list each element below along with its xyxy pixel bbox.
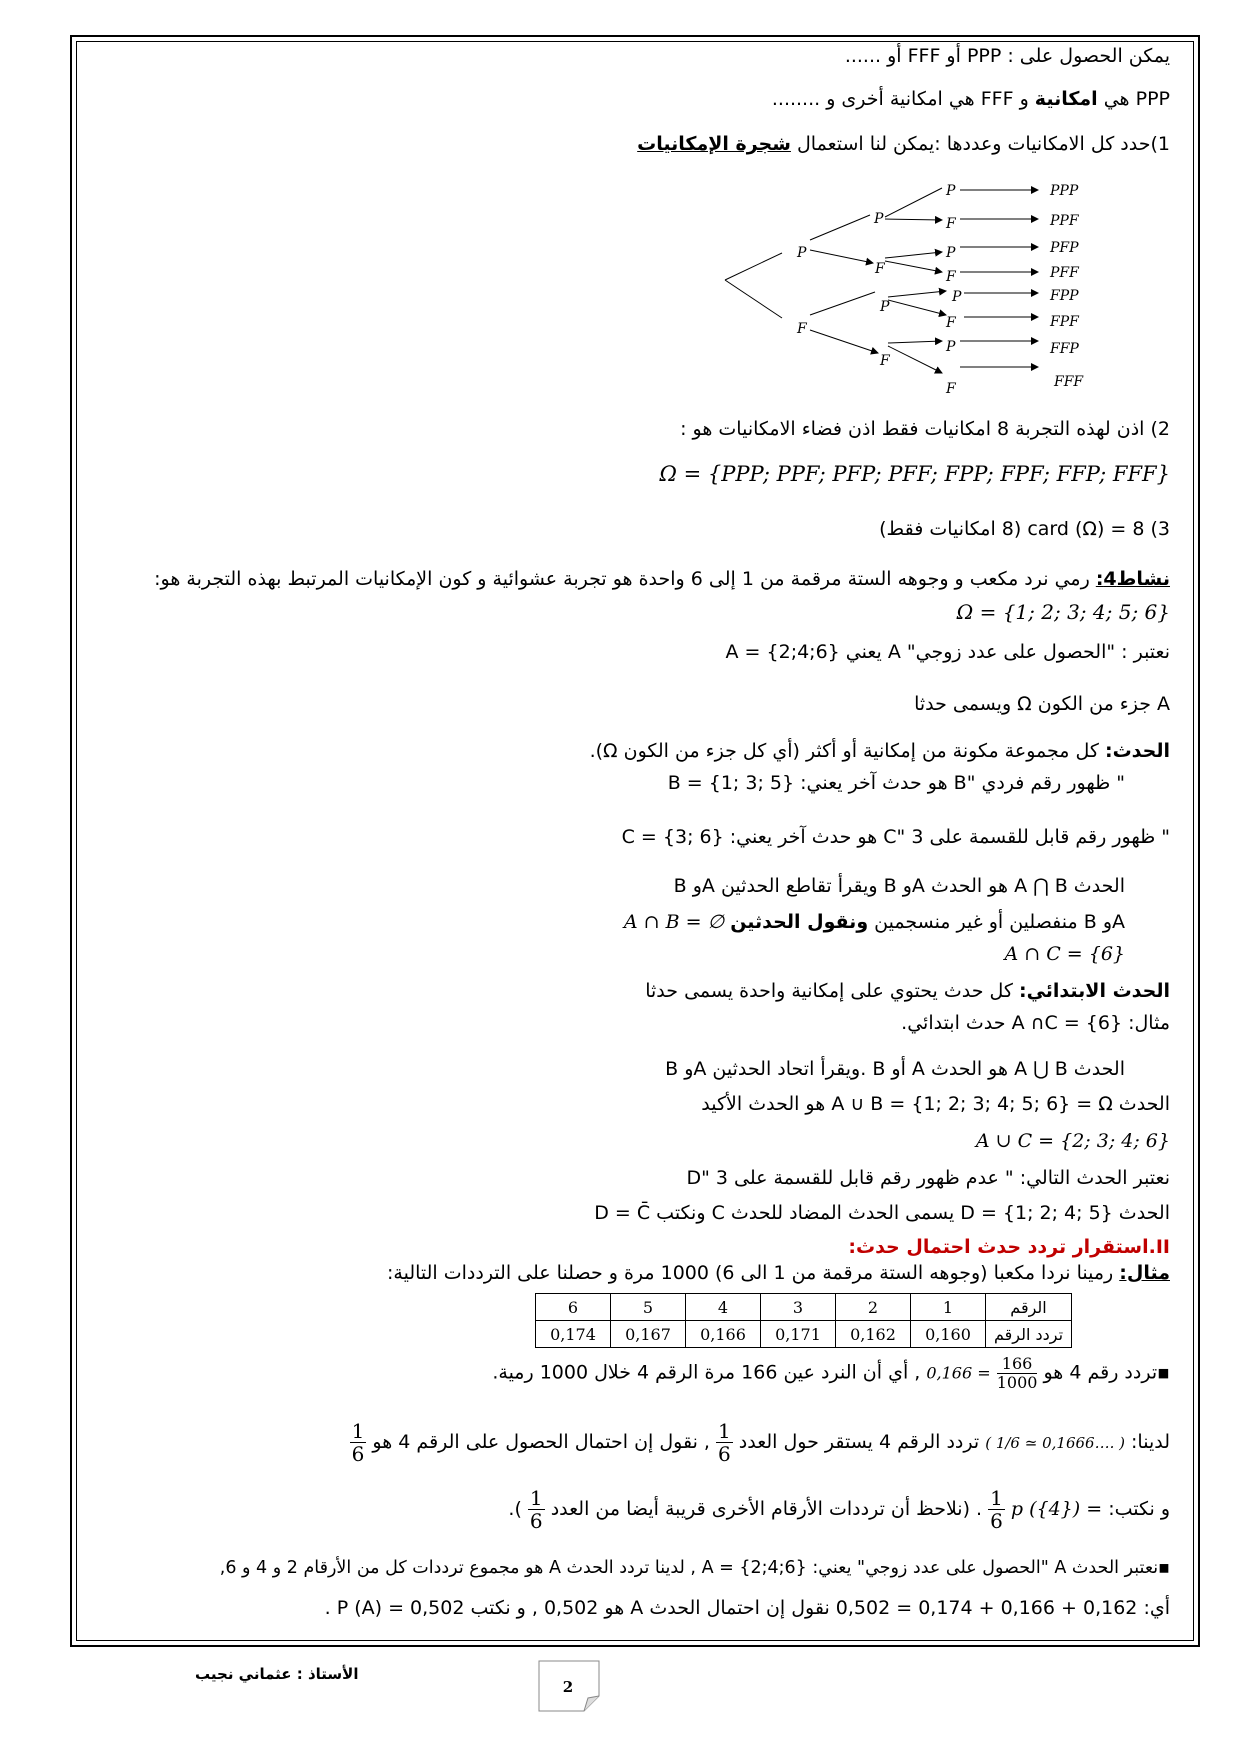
event-def-text: كل مجموعة مكونة من إمكانية أو أكثر (أي كل جزء من الكون Ω). [589, 740, 1099, 762]
tree-node-l3: F [946, 269, 956, 285]
page-number-box [538, 1660, 600, 1712]
union-line-3: A ∪ C = {2; 3; 4; 6} [975, 1130, 1170, 1152]
table-cell: 0,166 [686, 1321, 761, 1348]
bullet-5: أي: 0,162 + 0,166 + 0,174 = 0,502 نقول إن احتمال الحدث A هو 0,502 , و نكتب P (A) = 0,502 . [324, 1597, 1170, 1619]
bullet-3-c: ). [508, 1498, 522, 1520]
tree-branch [888, 341, 942, 343]
question-1-text: 1)حدد كل الامكانيات وعددها :يمكن لنا استعمال [796, 133, 1170, 155]
disjoint-formula: A ∩ B = ∅ [623, 911, 725, 933]
tree-node-l2: P [874, 211, 884, 227]
tree-branch [885, 219, 942, 220]
die-sample-space: Ω = {1; 2; 3; 4; 5; 6} [956, 600, 1170, 624]
tree-node-l2: F [875, 261, 885, 277]
tree-node-l1: P [797, 245, 807, 261]
event-b-line: " ظهور رقم فردي "B هو حدث آخر يعني: B = {1; 3; 5} [667, 772, 1125, 794]
event-a-part: A جزء من الكون Ω ويسمى حدثا [914, 693, 1170, 715]
bullet-3-eq: p ({4}) = [1010, 1498, 1103, 1520]
intersection-line: الحدث A ⋂ B هو الحدث Aو B ويقرأ تقاطع الحدثين Aو B [673, 875, 1125, 897]
bullet-1-a: ▪تردد رقم 4 هو [1043, 1361, 1170, 1384]
intro-line-2-a: PPP هي [1103, 88, 1170, 110]
example-text: رمينا نردا مكعبا (وجوهه الستة مرقمة من 1 الى 6) 1000 مرة و حصلنا على الترددات التالية: [387, 1262, 1114, 1284]
tree-outcome: PPF [1050, 213, 1079, 229]
sample-space: Ω = {PPP; PPF; PFP; PFF; FPP; FPF; FFP; FFF} [659, 462, 1170, 486]
tree-outcome: PFF [1050, 265, 1079, 281]
bullet-1-b: , أي أن النرد عين 166 مرة الرقم 4 خلال 1000 رمية. [492, 1361, 921, 1384]
table-cell: 2 [836, 1294, 911, 1321]
tree-node-l3: P [946, 245, 956, 261]
a-inter-c: A ∩ C = {6} [1004, 943, 1125, 965]
intro-line-2 [772, 88, 1170, 112]
table-cell: 5 [611, 1294, 686, 1321]
table-header-label: الرقم [986, 1294, 1072, 1321]
tree-outcome: PPP [1050, 183, 1079, 199]
tree-outcome: FPP [1050, 288, 1079, 304]
tree-node-l3: P [946, 339, 956, 355]
tree-branch [725, 280, 782, 318]
table-cell: 0,162 [836, 1321, 911, 1348]
bullet-3 [508, 1487, 1170, 1532]
tree-node-l3: P [952, 289, 962, 305]
intro-line-2-bold: امكانية [1034, 88, 1098, 110]
bullet-3-b: . (نلاحظ أن ترددات الأرقام الأخرى قريبة أيضا من العدد [550, 1498, 983, 1520]
frac-den: 6 [351, 1442, 365, 1466]
question-2: 2) اذن لهذه التجربة 8 امكانيات فقط اذن فضاء الامكانيات هو : [680, 418, 1170, 440]
frac-den: 1000 [996, 1372, 1038, 1392]
tree-node-l3: F [946, 315, 956, 331]
elementary-label: الحدث الابتدائي: [1018, 980, 1170, 1002]
fraction-1-6 [988, 1487, 1005, 1532]
intro-line-1: يمكن الحصول على : PPP أو FFF أو ...... [844, 45, 1170, 67]
section-2-title: II.استقرار تردد حدث احتمال حدث: [848, 1236, 1170, 1258]
bullet-2-b: تردد الرقم 4 يستقر حول العدد [738, 1431, 980, 1453]
tree-node-l1: F [797, 321, 807, 337]
tree-outcome: FFP [1050, 341, 1079, 357]
intro-line-2-c: و FFF هي امكانية أخرى و ........ [771, 88, 1029, 110]
fraction-1-6 [716, 1420, 733, 1465]
tree-branch [810, 215, 870, 240]
tree-branch [885, 252, 942, 258]
table-row [536, 1321, 1072, 1348]
table-cell: 1 [911, 1294, 986, 1321]
bullet-2 [350, 1420, 1170, 1465]
tree-outcome: PFP [1050, 240, 1079, 256]
tree-branch [888, 291, 946, 297]
tree-branch [810, 250, 873, 263]
frac-num: 166 [997, 1355, 1038, 1374]
event-label: الحدث: [1104, 740, 1170, 762]
frac-num: 1 [529, 1486, 543, 1510]
complement-line-2: الحدث D = {1; 2; 4; 5} يسمى الحدث المضاد للحدث C ونكتب D = C̄ [594, 1202, 1170, 1224]
fraction-1-6 [350, 1420, 367, 1465]
question-3: 3) card (Ω) = 8 (8 امكانيات فقط) [879, 518, 1170, 540]
tree-term: شجرة الإمكانيات [637, 133, 791, 155]
event-c-line: " ظهور رقم قابل للقسمة على 3 "C هو حدث آخر يعني: C = {3; 6} [621, 826, 1170, 848]
frac-num: 1 [718, 1419, 731, 1443]
disjoint-line [624, 911, 1125, 935]
page-number: 2 [562, 1678, 574, 1696]
tree-node-l3: F [946, 216, 956, 232]
elementary-event [645, 980, 1170, 1004]
frequency-table [535, 1293, 1072, 1348]
table-cell: 0,171 [761, 1321, 836, 1348]
elementary-def: كل حدث يحتوي على إمكانية واحدة يسمى حدثا [645, 980, 1013, 1002]
table-cell: 4 [686, 1294, 761, 1321]
example-line [387, 1262, 1170, 1286]
question-1 [637, 133, 1170, 157]
teacher-name: الأستاذ : عثماني نجيب [195, 1665, 359, 1683]
union-line-2: الحدث A ∪ B = {1; 2; 3; 4; 5; 6} = Ω هو الحدث الأكيد [701, 1093, 1170, 1115]
table-cell: 0,174 [536, 1321, 611, 1348]
bullet-4: ▪نعتبر الحدث A "الحصول على عدد زوجي" يعني: A = {2;4;6} , لدينا تردد الحدث A هو مجموع ترددات كل من الأرقام 2 و 4 و 6, [219, 1558, 1170, 1578]
table-cell: 3 [761, 1294, 836, 1321]
tree-node-l3: P [946, 183, 956, 199]
frac-num: 1 [990, 1486, 1003, 1510]
bullet-1-eq: 0,166 = [926, 1363, 991, 1383]
table-cell: 0,167 [611, 1321, 686, 1348]
tree-branch [810, 330, 878, 353]
table-cell: 6 [536, 1294, 611, 1321]
fraction-1-6 [528, 1487, 545, 1532]
bullet-2-c: , نقول إن احتمال الحصول على الرقم 4 هو [372, 1431, 710, 1453]
table-row-label: تردد الرقم [986, 1321, 1072, 1348]
activity-4-text: رمي نرد مكعب و وجوهه الستة مرقمة من 1 إلى 6 واحدة هو تجربة عشوائية و كون الإمكانيات المرتبط بهذه التجربة هو: [154, 568, 1090, 590]
tree-node-l3: F [946, 381, 956, 395]
complement-line-1: نعتبر الحدث التالي: " عدم ظهور رقم قابل للقسمة على 3 "D [686, 1167, 1170, 1189]
probability-tree [720, 175, 1180, 395]
tree-node-l2: P [880, 299, 890, 315]
tree-branch [885, 188, 942, 217]
disjoint-c: Aو B منفصلين أو غير منسجمين [874, 911, 1125, 933]
tree-outcome: FPF [1050, 314, 1079, 330]
tree-branch [888, 346, 942, 373]
activity-4 [154, 568, 1170, 592]
union-line-1: الحدث A ⋃ B هو الحدث A أو B .ويقرأ اتحاد الحدثين Aو B [665, 1058, 1125, 1080]
tree-branch [810, 292, 875, 315]
bullet-1 [492, 1355, 1170, 1391]
activity-4-label: نشاط4: [1095, 568, 1170, 590]
bullet-3-a: و نكتب: [1108, 1498, 1170, 1520]
tree-branch [888, 300, 946, 315]
table-cell: 0,160 [911, 1321, 986, 1348]
table-row [536, 1294, 1072, 1321]
tree-branch [885, 261, 942, 272]
event-a-line: نعتبر : "الحصول على عدد زوجي" A يعني A = {2;4;6} [725, 641, 1170, 663]
bullet-2-paren: ( 1/6 ≃ 0,1666…. ) [985, 1434, 1125, 1452]
frac-den: 6 [529, 1509, 543, 1533]
frac-den: 6 [990, 1509, 1003, 1533]
fraction-166-1000 [997, 1355, 1038, 1391]
tree-node-l2: F [880, 353, 890, 369]
tree-branch [725, 253, 782, 280]
tree-outcome: FFF [1054, 374, 1084, 390]
frac-den: 6 [718, 1442, 731, 1466]
example-label: مثال: [1119, 1262, 1170, 1284]
frac-num: 1 [351, 1419, 365, 1443]
event-definition [590, 740, 1170, 764]
disjoint-bold: ونقول الحدثين [730, 911, 869, 933]
elementary-example: مثال: A ∩C = {6} حدث ابتدائي. [901, 1012, 1170, 1034]
bullet-2-a: لدينا: [1131, 1431, 1170, 1453]
